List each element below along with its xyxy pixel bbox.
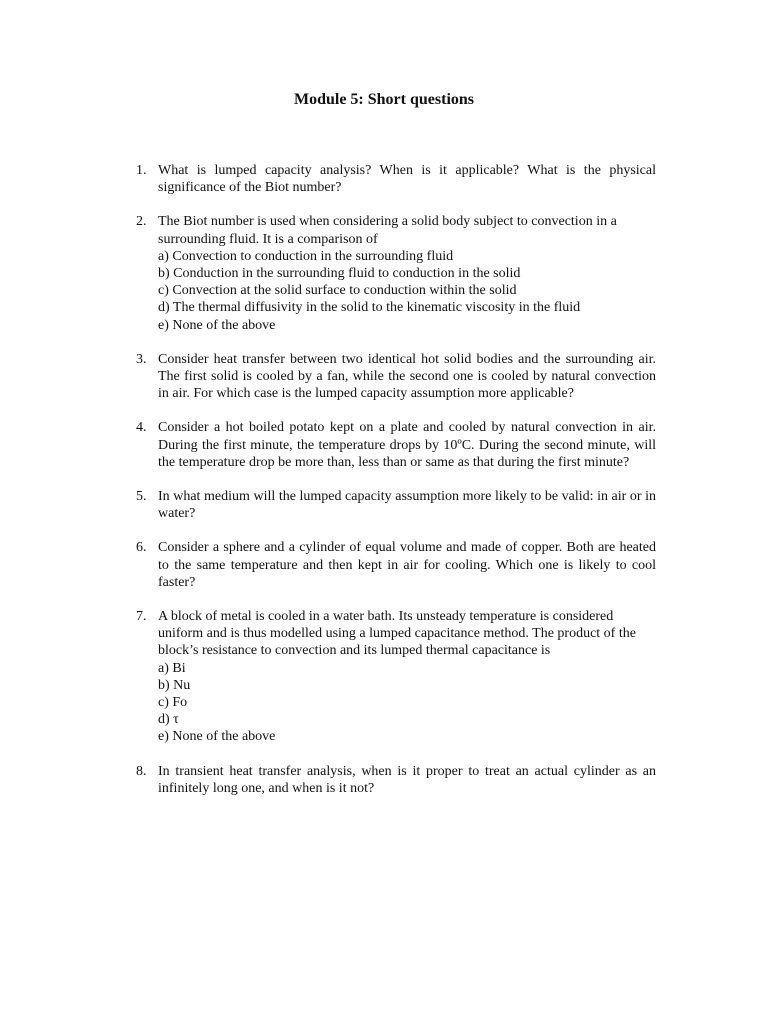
question-text: What is lumped capacity analysis? When is it applicable? What is the physical significance of the Biot number? [158,163,656,196]
question-number: 8. [136,763,147,779]
question-item [136,763,656,797]
question-list [136,162,656,814]
question-item [136,351,656,403]
question-item [136,213,656,333]
answer-option: b) Nu [158,677,191,693]
question-number: 4. [136,420,147,436]
question-text: In transient heat transfer analysis, when is it proper to treat an actual cylinder as an infinitely long one, and when is it not? [158,763,656,796]
answer-option: c) Convection at the solid surface to conduction within the solid [158,283,517,299]
answer-option: a) Convection to conduction in the surrounding fluid [158,248,454,264]
question-text: In what medium will the lumped capacity assumption more likely to be valid: in air or in water? [158,489,656,522]
question-text: Consider heat transfer between two identical hot solid bodies and the surrounding air. The first solid is cooled by a fan, while the second one is cooled by natural convection in air. For which case is the lumped capacity assumption more applicable? [158,351,656,402]
question-number: 7. [136,609,147,625]
answer-option: b) Conduction in the surrounding fluid to conduction in the solid [158,266,521,282]
question-number: 2. [136,214,147,230]
answer-option: a) Bi [158,660,186,676]
answer-option: e) None of the above [158,317,276,333]
question-item [136,539,656,591]
answer-option: e) None of the above [158,729,276,745]
question-item [136,488,656,522]
question-text: Consider a sphere and a cylinder of equal volume and made of copper. Both are heated to the same temperature and then kept in air for cooling. Which one is likely to cool faster? [158,540,656,590]
question-item [136,608,656,746]
question-number: 6. [136,540,147,556]
question-number: 5. [136,489,147,505]
answer-option: d) The thermal diffusivity in the solid to the kinematic viscosity in the fluid [158,300,581,316]
question-text: The Biot number is used when considering a solid body subject to convection in a surrounding fluid. It is a comparison of [158,214,617,247]
question-item [136,419,656,471]
answer-option: c) Fo [158,695,188,711]
question-text: A block of metal is cooled in a water bath. Its unsteady temperature is considered uniform and is thus modelled using a lumped capacitance method. The product of the block’s resistance to convection and its lumped thermal capacitance is [158,609,636,659]
question-item [136,162,656,196]
question-number: 3. [136,351,147,367]
question-text: Consider a hot boiled potato kept on a plate and cooled by natural convection in air. During the first minute, the temperature drops by 10ºC. During the second minute, will the temperature drop be more than, less than or same as that during the first minute? [158,420,656,470]
page-title: Module 5: Short questions [293,91,475,108]
question-number: 1. [136,163,147,178]
answer-option: d) τ [158,712,179,728]
